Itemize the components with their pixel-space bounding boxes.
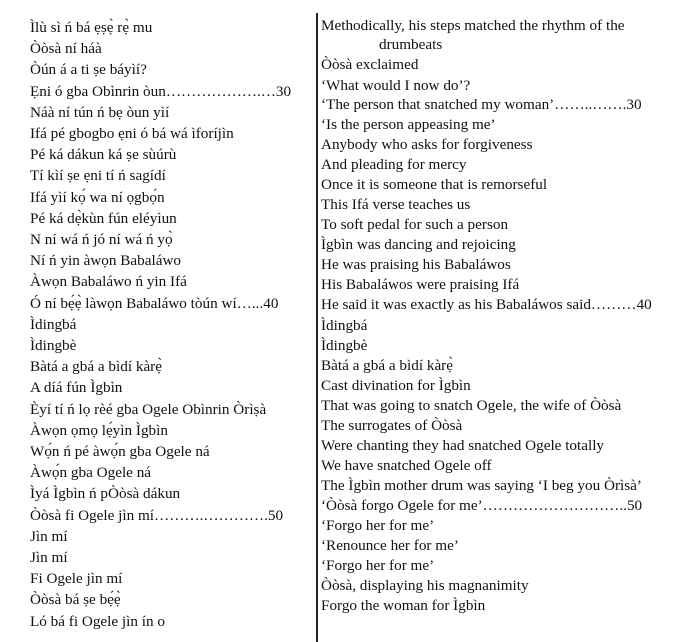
english-line-9: Once it is someone that is remorseful bbox=[321, 176, 548, 193]
yoruba-line-22: Àwọ́n gba Ogele ná bbox=[30, 464, 152, 482]
english-line-27: ‘Renounce her for me’ bbox=[321, 537, 459, 554]
yoruba-line-7: Pé ká dákun ká ṣe sùúrù bbox=[30, 146, 177, 164]
english-line-24: The Ìgbìn mother drum was saying ‘I beg you Òrìsà’ bbox=[321, 477, 642, 494]
yoruba-line-8: Tí kìí ṣe ẹni tí ń sagídí bbox=[30, 167, 166, 185]
yoruba-line-3: Òún á a ti ṣe báyìí? bbox=[30, 61, 147, 79]
yoruba-line-4: Ẹni ó gba Obìnrin òun……………….…30 bbox=[30, 82, 292, 100]
yoruba-line-24: Òòsà fi Ogele jìn mí……….………….50 bbox=[30, 506, 284, 524]
yoruba-line-16: Ìdingbè bbox=[30, 337, 77, 354]
english-line-12: Ìgbìn was dancing and rejoicing bbox=[321, 236, 516, 253]
yoruba-line-19: Èyí tí ń lọ rèé gba Ogele Obìnrin Òrìṣà bbox=[30, 400, 267, 418]
column-divider bbox=[316, 13, 318, 642]
english-line-11: To soft pedal for such a person bbox=[321, 216, 509, 233]
english-line-16: Ìdingbá bbox=[321, 317, 368, 334]
yoruba-line-29: Ló bá fi Ogele jìn ín o bbox=[30, 612, 165, 630]
english-line-4: ‘What would I now do’? bbox=[321, 77, 471, 94]
yoruba-line-5: Náà ní tún ń bẹ òun yìí bbox=[30, 103, 170, 121]
english-line-1: Methodically, his steps matched the rhythm of the bbox=[321, 17, 625, 34]
english-line-7: Anybody who asks for forgiveness bbox=[321, 136, 533, 153]
yoruba-line-28: Òòsà bá ṣe bẹ́ẹ̀ bbox=[30, 591, 121, 609]
english-line-22: Were chanting they had snatched Ogele totally bbox=[321, 437, 605, 454]
english-line-29: Òòsà, displaying his magnanimity bbox=[321, 577, 529, 594]
english-line-20: That was going to snatch Ogele, the wife of Òòsà bbox=[321, 397, 622, 414]
yoruba-line-23: Ìyá Ìgbìn ń pÒòsà dákun bbox=[30, 485, 181, 503]
english-line-2: drumbeats bbox=[379, 36, 443, 53]
yoruba-line-2: Òòsà ní háà bbox=[30, 40, 102, 58]
yoruba-line-15: Ìdingbá bbox=[30, 315, 77, 333]
yoruba-line-27: Fi Ogele jìn mí bbox=[30, 570, 123, 588]
english-line-14: His Babaláwos were praising Ifá bbox=[321, 276, 520, 293]
yoruba-line-11: N ní wá ń jó ní wá ń yọ̀ bbox=[30, 231, 173, 248]
yoruba-line-13: Àwọn Babaláwo ń yin Ifá bbox=[30, 273, 187, 291]
yoruba-line-1: Ìlù sì ń bá ẹṣẹ̀ rẹ̀ mu bbox=[30, 19, 153, 36]
yoruba-line-12: Ní ń yin àwọn Babaláwo bbox=[30, 252, 181, 270]
english-line-26: ‘Forgo her for me’ bbox=[321, 517, 435, 534]
english-line-5: ‘The person that snatched my woman’……..…….30 bbox=[321, 96, 642, 113]
english-line-10: This Ifá verse teaches us bbox=[321, 196, 471, 213]
english-line-3: Òòsà exclaimed bbox=[321, 56, 419, 73]
english-line-30: Forgo the woman for Ìgbìn bbox=[321, 597, 486, 614]
english-line-17: Ìdingbè bbox=[321, 337, 368, 354]
english-line-19: Cast divination for Ìgbìn bbox=[321, 377, 471, 394]
yoruba-line-6: Ifá pé gbogbo ẹni ó bá wá ìforíjìn bbox=[30, 125, 234, 142]
english-line-15: He said it was exactly as his Babaláwos said………40 bbox=[321, 296, 652, 313]
yoruba-line-14: Ó ní bẹ́ẹ̀ làwọn Babaláwo tòún wí…...40 bbox=[30, 294, 279, 312]
yoruba-line-25: Jìn mí bbox=[30, 527, 68, 545]
english-line-23: We have snatched Ogele off bbox=[321, 457, 492, 474]
yoruba-line-21: Wọ́n ń pé àwọ́n gba Ogele ná bbox=[30, 443, 210, 460]
yoruba-line-20: Àwọn ọmọ lẹ́yìn Ìgbìn bbox=[30, 421, 168, 439]
yoruba-line-18: A díá fún Ìgbìn bbox=[30, 379, 123, 397]
yoruba-line-17: Bàtá a gbá a bìdí kàrẹ̀ bbox=[30, 358, 162, 376]
yoruba-line-10: Pé ká dẹ̀kùn fún eléyìun bbox=[30, 209, 177, 227]
english-line-28: ‘Forgo her for me’ bbox=[321, 557, 435, 574]
english-line-18: Bàtá a gbá a bìdí kàrẹ̀ bbox=[321, 357, 453, 374]
english-line-21: The surrogates of Òòsà bbox=[321, 417, 463, 434]
yoruba-line-9: Ifá yìí kọ́ wa ní ọgbọ́n bbox=[30, 188, 165, 206]
yoruba-line-26: Jìn mí bbox=[30, 549, 68, 566]
english-line-13: He was praising his Babaláwos bbox=[321, 256, 511, 273]
english-line-6: ‘Is the person appeasing me’ bbox=[321, 116, 496, 133]
english-line-25: ‘Òòsà forgo Ogele for me’………………………..50 bbox=[321, 497, 643, 514]
english-line-8: And pleading for mercy bbox=[321, 156, 467, 173]
